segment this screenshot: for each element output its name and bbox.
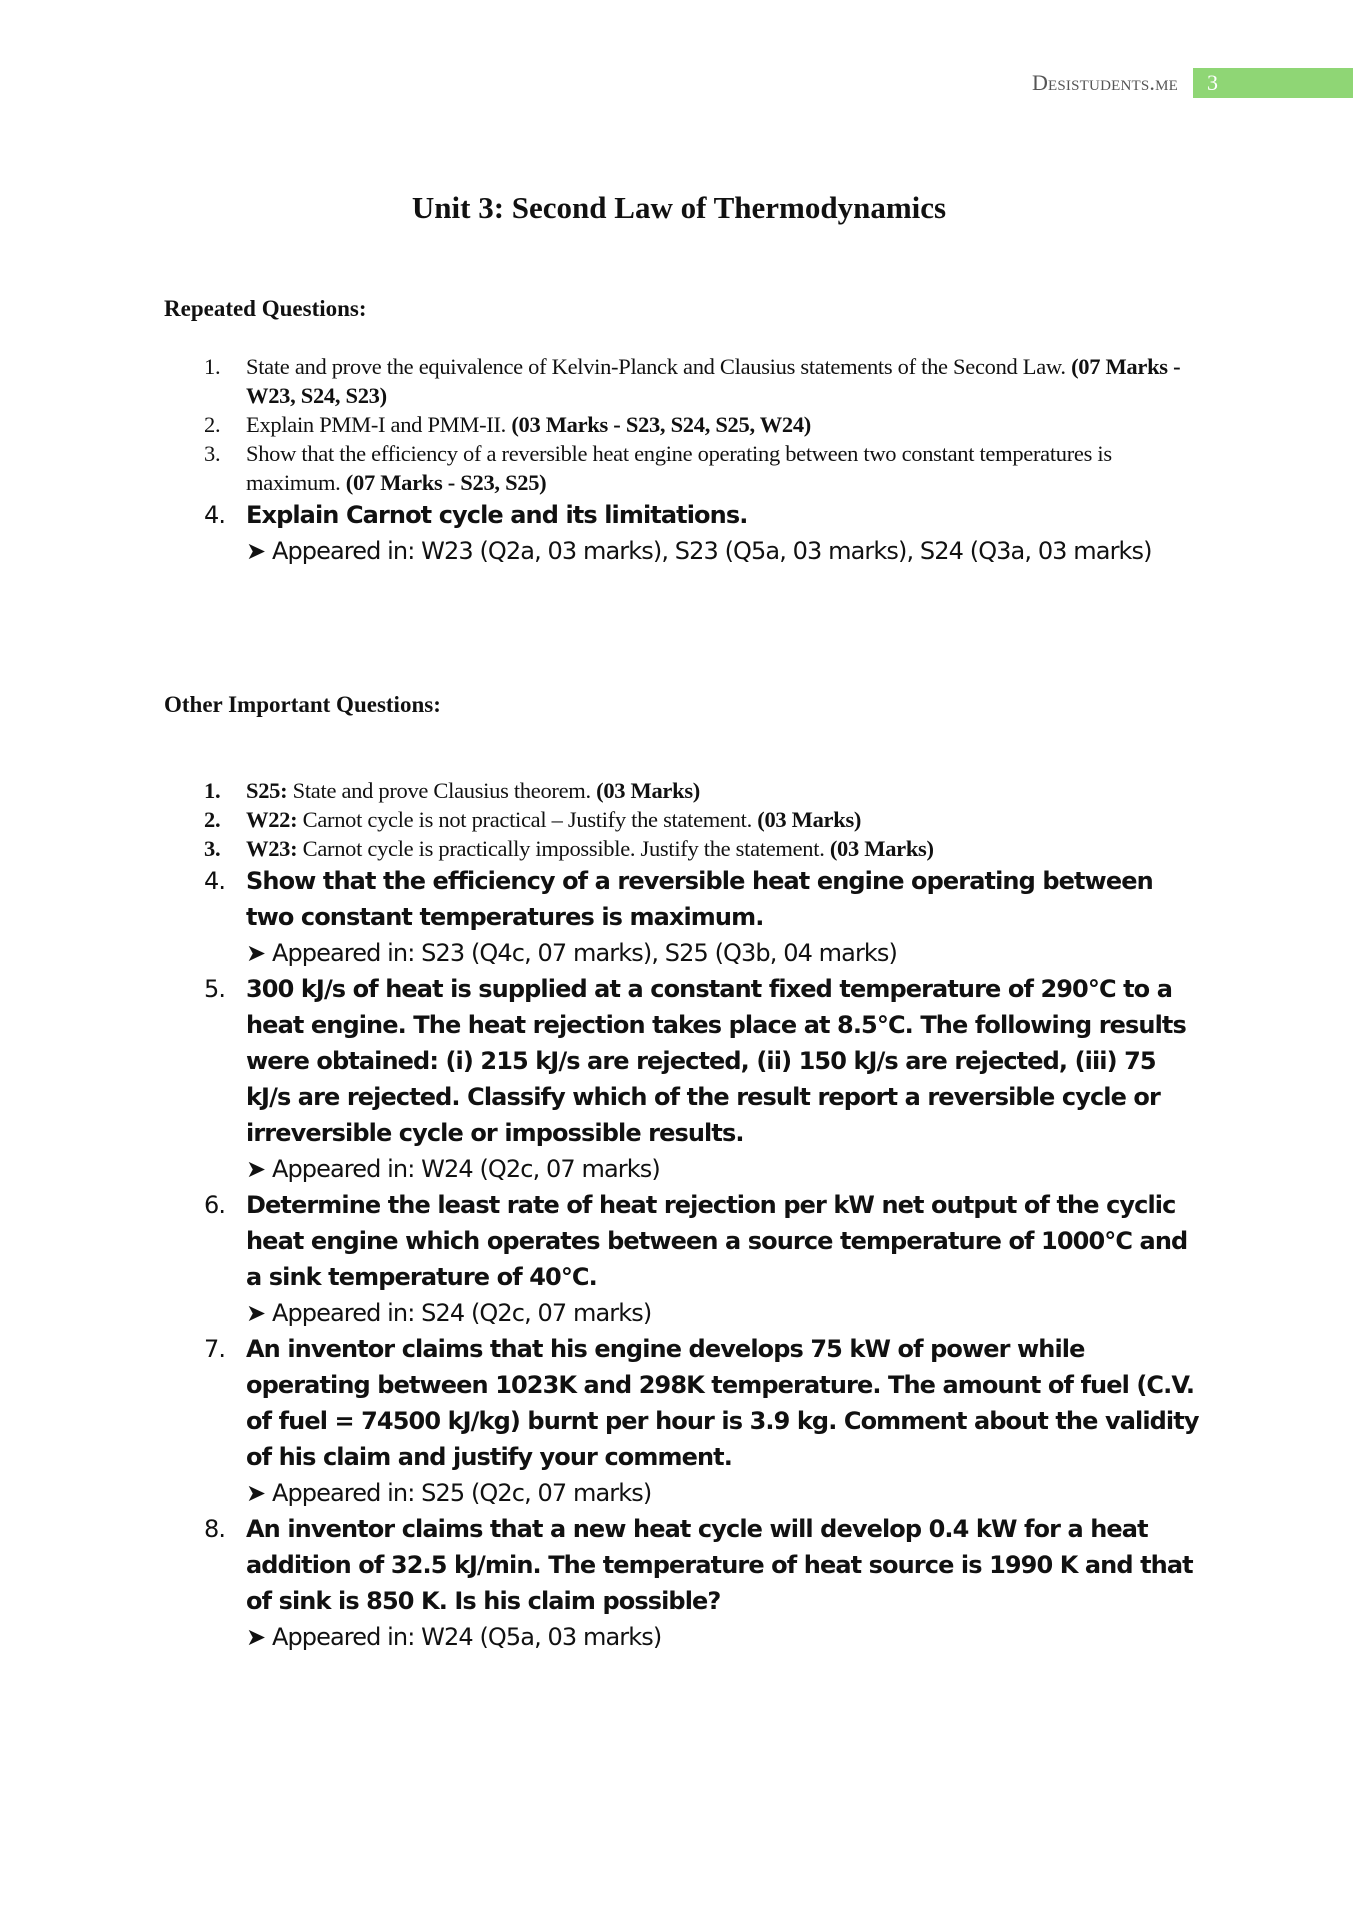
item-number: 2. <box>204 807 221 832</box>
item-appeared-in: ➤ Appeared in: W24 (Q5a, 03 marks) <box>246 1623 662 1651</box>
list-item <box>164 1331 1204 1511</box>
item-appeared-in: ➤ Appeared in: W24 (Q2c, 07 marks) <box>246 1155 660 1183</box>
item-number: 4. <box>204 867 226 895</box>
item-question: An inventor claims that a new heat cycle will develop 0.4 kW for a heat addition of 32.5 kJ/min. The temperature of heat source is 1990 K and that of sink is 850 K. Is his claim possible? <box>246 1515 1193 1615</box>
item-text: State and prove the equivalence of Kelvin-Planck and Clausius statements of the Second Law. <box>246 354 1072 379</box>
item-number: 4. <box>204 501 226 529</box>
item-marks: (03 Marks) <box>596 778 700 803</box>
item-question: An inventor claims that his engine develops 75 kW of power while operating between 1023K and 298K temperature. The amount of fuel (C.V. of fuel = 74500 kJ/kg) burnt per hour is 3.9 kg. Comment about the validity of his claim and justify your comment. <box>246 1335 1199 1471</box>
repeated-questions-heading: Repeated Questions: <box>164 296 367 321</box>
item-number: 5. <box>204 975 226 1003</box>
item-question: Determine the least rate of heat rejection per kW net output of the cyclic heat engine which operates between a source temperature of 1000°C and a sink temperature of 40°C. <box>246 1191 1188 1291</box>
list-item <box>164 834 1204 863</box>
list-item <box>164 776 1204 805</box>
item-number: 3. <box>204 441 221 466</box>
item-tag: W22: <box>246 807 298 832</box>
item-tag: S25: <box>246 778 288 803</box>
item-number: 3. <box>204 836 221 861</box>
list-item <box>164 863 1204 971</box>
item-text: Carnot cycle is not practical – Justify the statement. <box>297 807 758 832</box>
list-item <box>164 497 1204 569</box>
page-number-badge: 3 <box>1193 68 1353 98</box>
list-item <box>164 439 1204 497</box>
item-appeared-in: ➤ Appeared in: S23 (Q4c, 07 marks), S25 (Q3b, 04 marks) <box>246 939 897 967</box>
header-brand: Desistudents.me <box>1031 70 1178 95</box>
item-appeared-in: ➤ Appeared in: W23 (Q2a, 03 marks), S23 (Q5a, 03 marks), S24 (Q3a, 03 marks) <box>246 537 1152 565</box>
item-number: 8. <box>204 1515 226 1543</box>
item-number: 6. <box>204 1191 226 1219</box>
item-number: 1. <box>204 778 221 803</box>
other-questions-heading: Other Important Questions: <box>164 692 441 717</box>
item-text: Show that the efficiency of a reversible heat engine operating between two constant temperatures is maximum. <box>246 441 1112 495</box>
item-number: 2. <box>204 412 221 437</box>
page-header <box>0 62 1358 102</box>
repeated-questions-list <box>164 352 1204 569</box>
list-item <box>164 1511 1204 1655</box>
item-marks: (03 Marks) <box>757 807 862 832</box>
item-marks: (07 Marks - S23, S25) <box>345 470 547 495</box>
item-marks: (07 Marks - W23, S24, S23) <box>246 354 1181 408</box>
item-appeared-in: ➤ Appeared in: S24 (Q2c, 07 marks) <box>246 1299 652 1327</box>
item-appeared-in: ➤ Appeared in: S25 (Q2c, 07 marks) <box>246 1479 652 1507</box>
list-item <box>164 410 1204 439</box>
item-text: Explain PMM-I and PMM-II. <box>246 412 512 437</box>
list-item <box>164 805 1204 834</box>
page-title: Unit 3: Second Law of Thermodynamics <box>411 190 947 225</box>
item-marks: (03 Marks) <box>829 836 934 861</box>
item-question: Show that the efficiency of a reversible heat engine operating between two constant temperatures is maximum. <box>246 867 1153 931</box>
other-questions-list <box>164 776 1204 1655</box>
item-tag: W23: <box>246 836 298 861</box>
item-question: Explain Carnot cycle and its limitations. <box>246 501 748 529</box>
item-number: 1. <box>204 354 221 379</box>
item-marks: (03 Marks - S23, S24, S25, W24) <box>511 412 811 437</box>
item-text: State and prove Clausius theorem. <box>287 778 597 803</box>
list-item <box>164 1187 1204 1331</box>
item-text: Carnot cycle is practically impossible. Justify the statement. <box>297 836 830 861</box>
list-item <box>164 352 1204 410</box>
list-item <box>164 971 1204 1187</box>
item-question: 300 kJ/s of heat is supplied at a constant fixed temperature of 290°C to a heat engine. The heat rejection takes place at 8.5°C. The following results were obtained: (i) 215 kJ/s are rejected, (ii) 150 kJ/s are rejected, (iii) 75 kJ/s are rejected. Classify which of the result report a reversible cycle or irreversible cycle or impossible results. <box>246 975 1186 1147</box>
item-number: 7. <box>204 1335 226 1363</box>
